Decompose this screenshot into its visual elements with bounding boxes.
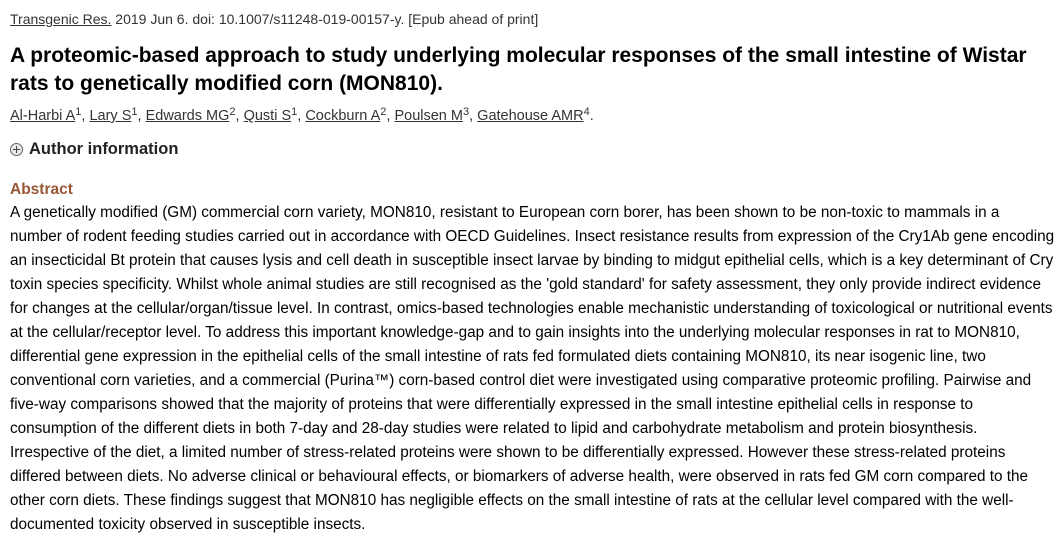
author-affiliation-number: 1 <box>131 106 138 118</box>
author-link[interactable]: Poulsen M <box>394 108 463 124</box>
author-affiliation-number: 2 <box>229 106 236 118</box>
author-link[interactable]: Lary S <box>89 108 132 124</box>
citation-details: 2019 Jun 6. doi: 10.1007/s11248-019-00157-y. [Epub ahead of print] <box>111 11 539 27</box>
expand-plus-icon <box>10 143 23 156</box>
author-affiliation-number: 3 <box>462 106 470 118</box>
author-link[interactable]: Edwards MG <box>145 108 230 124</box>
author-list: Al-Harbi $A^1$, Lary $S^1$, Edwards $MG^2$, Qusti $S^1$, Cockburn $A^2$, Poulsen $M^3$, Gatehouse AMR$^4$. <box>10 106 594 124</box>
author-link[interactable]: Gatehouse AMR <box>477 108 584 124</box>
author-affiliation-number: 4 <box>583 106 590 118</box>
citation-line <box>10 10 538 28</box>
author-affiliation-number: 2 <box>380 106 387 118</box>
author-information-label: Author information <box>29 140 179 158</box>
abstract-text: A genetically modified (GM) commercial corn variety, MON810, resistant to European corn borer, has been shown to be non-toxic to mammals in a number of rodent feeding studies carried out in accordance with OECD Guidelines. Insect resistance results from expression of the Cry1Ab gene encoding an insecticidal Bt protein that causes lysis and cell death in susceptible insect larvae by binding to midgut epithelial cells, which is a key determinant of Cry toxin species specificity. Whilst whole animal studies are still recognised as the 'gold standard' for safety assessment, they only provide indirect evidence for changes at the cellular/organ/tissue level. In contrast, omics-based technologies enable mechanistic understanding of toxicological or nutritional events at the cellular/receptor level. To address this important knowledge-gap and to gain insights into the underlying molecular responses in rat to MON810, differential gene expression in the epithelial cells of the small intestine of rats fed formulated diets containing MON810, its near isogenic line, two conventional corn varieties, and a commercial (Purina™) corn-based control diet were investigated using comparative proteomic profiling. Pairwise and five-way comparisons showed that the majority of proteins that were differentially expressed in the small intestine epithelial cells in response to consumption of the different diets in both 7-day and 28-day studies were related to lipid and carbohydrate metabolism and protein biosynthesis. Irrespective of the diet, a limited number of stress-related proteins were shown to be differentially expressed. However these stress-related proteins differed between diets. No adverse clinical or behavioural effects, or biomarkers of adverse health, were observed in rats fed GM corn compared to the other corn diets. These findings suggest that MON810 has negligible effects on the small intestine of rats at the cellular level compared with the well-documented toxicity observed in susceptible insects. <box>10 204 1055 533</box>
article-title: A proteomic-based approach to study underlying molecular responses of the small intestine of Wistar rats to genetically modified corn (MON810). <box>10 44 1027 95</box>
author-affiliation-number: 1 <box>75 106 82 118</box>
author-information-toggle[interactable] <box>10 140 178 159</box>
author-link[interactable]: Qusti S <box>243 108 292 124</box>
author-link[interactable]: Cockburn A <box>305 108 381 124</box>
abstract-heading: Abstract <box>10 181 73 198</box>
journal-link[interactable]: Transgenic Res. <box>10 11 112 27</box>
author-affiliation-number: 1 <box>291 106 298 118</box>
author-link[interactable]: Al-Harbi A <box>10 108 76 124</box>
